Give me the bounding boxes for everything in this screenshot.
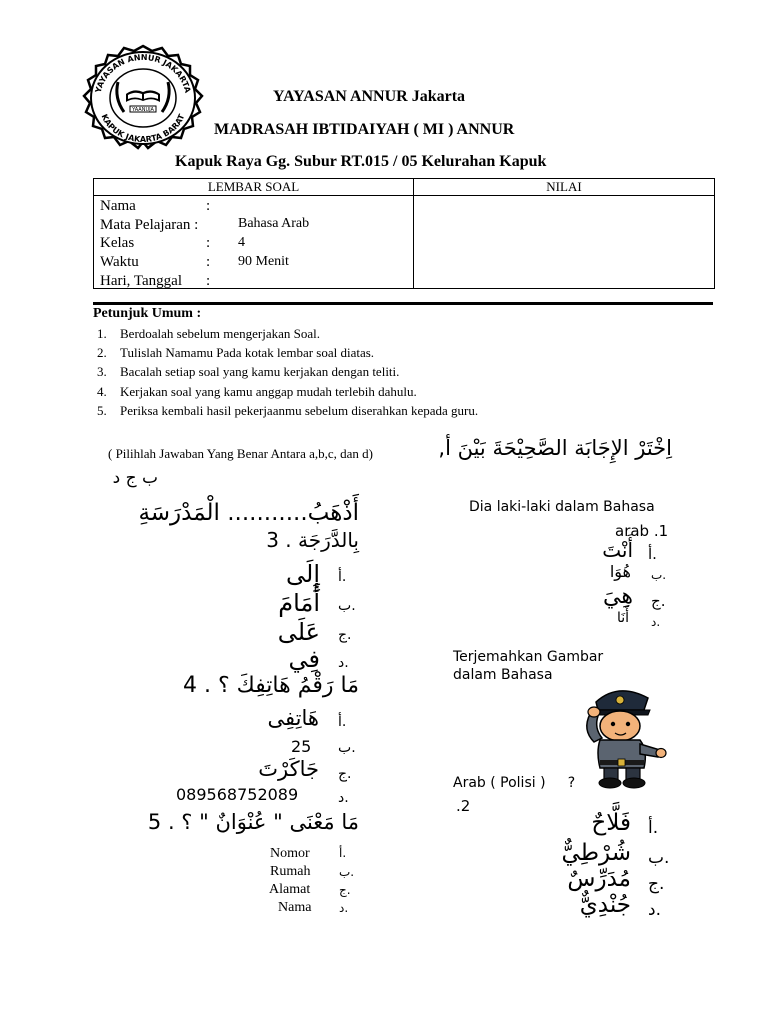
q1-option-letter: ج. — [651, 592, 666, 610]
q3-option-text[interactable]: فِي — [288, 645, 320, 673]
field-mapel-label: Mata Pelajaran : — [100, 217, 199, 233]
q3-option-letter: ج. — [338, 627, 352, 643]
field-kelas-value: 4 — [238, 235, 245, 250]
q5-option-letter: ب. — [339, 865, 355, 879]
divider — [93, 302, 713, 305]
instruction-latin: ( Pilihlah Jawaban Yang Benar Antara a,b,c, dan d) — [108, 446, 373, 461]
q1-text-cont: arab .1 — [615, 522, 669, 540]
q2-option-text[interactable]: جُنْدِيٌّ — [579, 892, 631, 918]
q2-text: Terjemahkan Gambar — [453, 649, 604, 665]
q3-option-letter: أ. — [338, 569, 347, 585]
q3-option-text[interactable]: إِلَى — [286, 560, 320, 588]
q5-option-text[interactable]: Nama — [278, 900, 312, 915]
school-address: Kapuk Raya Gg. Subur RT.015 / 05 Kelurahan Kapuk — [175, 153, 547, 170]
q5-option-text[interactable]: Nomor — [270, 846, 310, 861]
petunjuk-item: 4. Kerjakan soal yang kamu anggap mudah terlebih dahulu. — [97, 384, 417, 399]
svg-text:YAYASAN ANNUR JAKARTA: YAYASAN ANNUR JAKARTA — [93, 52, 193, 94]
field-mapel-value: Bahasa Arab — [238, 216, 310, 231]
q3-text: أَذْهَبُ........... الْمَدْرَسَةِ — [138, 500, 359, 526]
svg-text:KAPUK JAKARTA BARAT: KAPUK JAKARTA BARAT — [99, 112, 187, 145]
school-logo — [78, 42, 208, 152]
field-hari-label: Hari, Tanggal — [100, 273, 182, 289]
q4-option-letter: ب. — [338, 740, 356, 756]
q5-option-letter: أ. — [339, 846, 347, 860]
q5-option-text[interactable]: Rumah — [270, 864, 311, 879]
foundation-name: YAYASAN ANNUR Jakarta — [273, 88, 466, 105]
field-hari-colon: : — [206, 273, 211, 289]
q1-option-text[interactable]: هِيَ — [603, 584, 633, 609]
q4-option-letter: د. — [338, 790, 349, 806]
police-officer-picture — [578, 680, 670, 790]
q1-option-letter: د. — [651, 615, 661, 629]
q4-option-text[interactable]: 25 — [291, 737, 312, 756]
q2-option-letter: ب. — [648, 848, 670, 868]
q5-option-letter: د. — [339, 901, 349, 915]
svg-text:YAANUJA: YAANUJA — [132, 107, 154, 113]
q4-option-text[interactable]: هَاتِفِى — [267, 706, 319, 730]
petunjuk-title: Petunjuk Umum : — [93, 306, 202, 321]
instruction-arabic-cont: ب ج د — [112, 468, 158, 488]
q5-text: مَا مَعْنَى " عُنْوَانٌ " ؟ . 5 — [147, 810, 359, 834]
petunjuk-item: 3. Bacalah setiap soal yang kamu kerjakan dengan teliti. — [97, 364, 400, 379]
q4-option-letter: أ. — [338, 714, 347, 730]
q2-option-text[interactable]: فَلَّاحٌ — [591, 810, 631, 836]
q5-option-text[interactable]: Alamat — [269, 882, 311, 897]
field-waktu-colon: : — [206, 254, 211, 270]
q3-text-cont: بِالدَّرَجَة . 3 — [266, 528, 359, 552]
q3-option-letter: د. — [338, 655, 349, 671]
nilai-header: NILAI — [546, 179, 582, 194]
q3-option-text[interactable]: عَلَى — [277, 618, 320, 646]
q1-option-text[interactable]: أَنَا — [616, 610, 629, 626]
q4-option-text[interactable]: 089568752089 — [176, 785, 299, 804]
q1-text: Dia laki-laki dalam Bahasa — [469, 499, 655, 515]
q5-option-letter: ج. — [339, 883, 351, 897]
field-kelas-colon: : — [206, 235, 211, 251]
q4-option-letter: ج. — [338, 766, 352, 782]
q2-option-letter: أ. — [648, 818, 659, 838]
lembar-soal-header: LEMBAR SOAL — [207, 179, 300, 194]
q4-text: مَا رَقْمُ هَاتِفِكَ ؟ . 4 — [182, 673, 359, 698]
q1-option-text[interactable]: هُوَا — [609, 562, 631, 581]
q2-option-letter: د. — [648, 900, 661, 920]
school-name: MADRASAH IBTIDAIYAH ( MI ) ANNUR — [214, 121, 515, 138]
q1-option-letter: ب. — [651, 568, 667, 582]
q2-option-text[interactable]: مُدَرِّسٌ — [567, 866, 631, 892]
q1-option-letter: أ. — [648, 545, 657, 563]
q2-option-text[interactable]: شُرْطِيٌّ — [561, 840, 631, 866]
q3-option-letter: ب. — [338, 598, 356, 614]
field-nama-colon: : — [206, 198, 211, 214]
q2-option-letter: ج. — [648, 874, 665, 894]
q4-option-text[interactable]: جَاكَرْتَ — [258, 757, 319, 781]
q2-number: .2 — [456, 797, 471, 815]
field-waktu-value: 90 Menit — [238, 254, 289, 269]
q1-option-text[interactable]: أَنْتَ — [602, 538, 633, 562]
q2-text-cont: Arab ( Polisi ) ? — [453, 775, 576, 791]
petunjuk-item: 5. Periksa kembali hasil pekerjaanmu sebelum diserahkan kepada guru. — [97, 403, 479, 418]
field-kelas-label: Kelas — [100, 235, 135, 251]
field-waktu-label: Waktu — [100, 254, 139, 270]
petunjuk-item: 1. Berdoalah sebelum mengerjakan Soal. — [97, 326, 320, 341]
info-table — [93, 178, 715, 289]
field-nama-label: Nama — [100, 198, 136, 214]
q2-text-cont: dalam Bahasa — [453, 667, 553, 683]
petunjuk-item: 2. Tulislah Namamu Pada kotak lembar soal diatas. — [97, 345, 375, 360]
q3-option-text[interactable]: أَمَامَ — [278, 589, 320, 617]
instruction-arabic: اِخْتَرْ الإِجَابَة الصَّحِيْحَةَ بَيْنَ أ, — [438, 436, 672, 460]
